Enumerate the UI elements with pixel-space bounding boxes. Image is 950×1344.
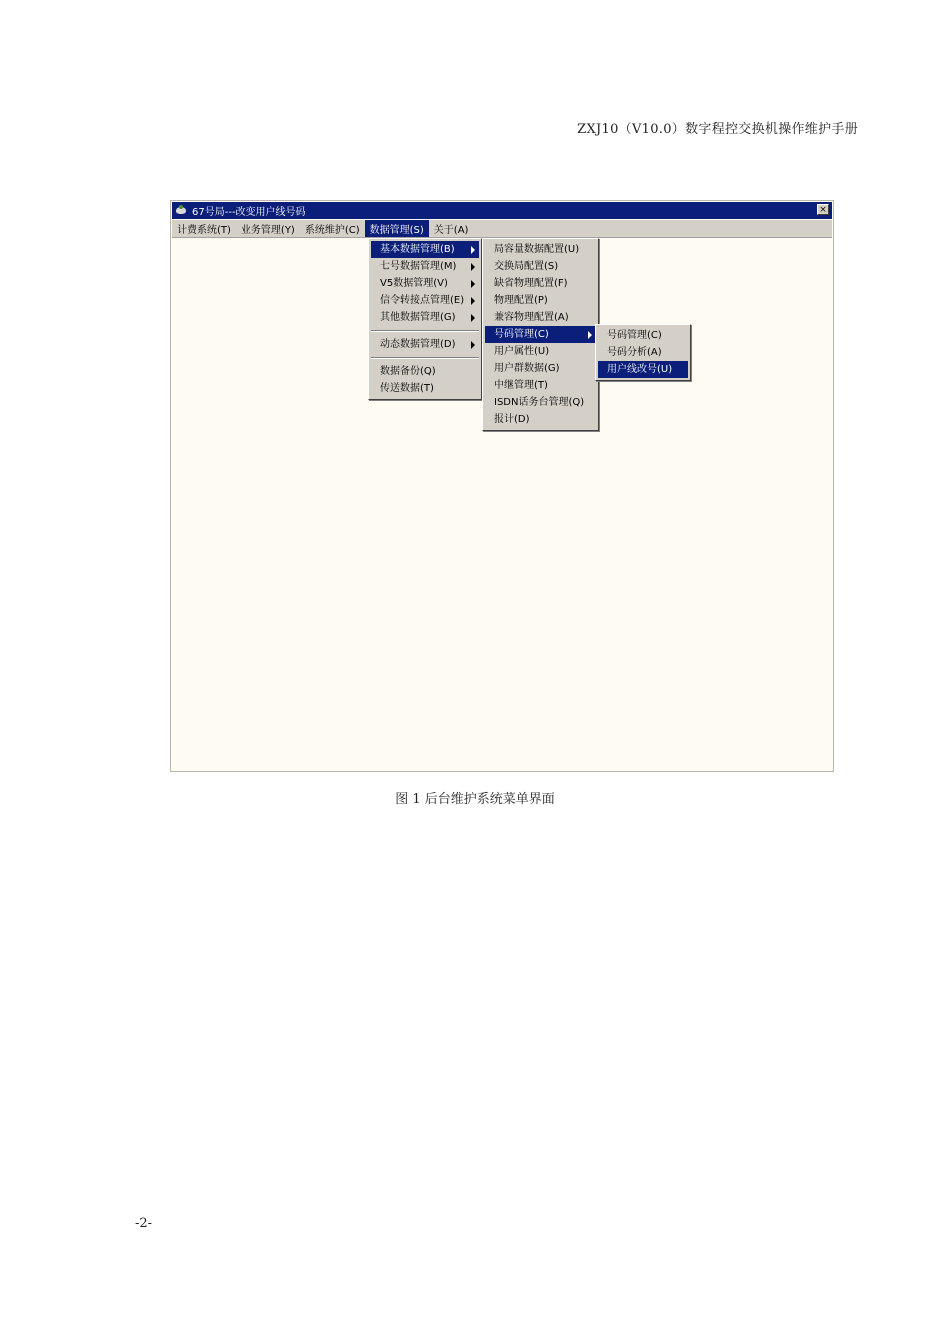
- menu-item-trunk[interactable]: [485, 377, 596, 394]
- menu-item-label: 七号数据管理(M): [380, 261, 457, 272]
- menu-item-label: 信令转接点管理(E): [380, 295, 465, 306]
- menu-item-billing-report[interactable]: [485, 411, 596, 428]
- window-titlebar[interactable]: [172, 202, 832, 219]
- menu-item-stp[interactable]: [371, 292, 479, 309]
- menu-item-no7-data[interactable]: [371, 258, 479, 275]
- submenu-arrow-icon: [471, 280, 475, 288]
- menu-item-line-renumber[interactable]: [598, 361, 688, 378]
- menu-item-label: 用户群数据(G): [494, 363, 560, 374]
- menu-item-default-physical[interactable]: [485, 275, 596, 292]
- menu-item-label: 数据备份(Q): [380, 366, 436, 377]
- menu-item-compatible-physical[interactable]: [485, 309, 596, 326]
- menu-item-label: 物理配置(P): [494, 295, 548, 306]
- menu-item-label: 用户线改号(U): [607, 364, 673, 375]
- menu-item-label: 传送数据(T): [380, 383, 434, 394]
- menu-item-user-group[interactable]: [485, 360, 596, 377]
- number-submenu: [595, 324, 691, 381]
- menu-item-number-analysis[interactable]: [598, 344, 688, 361]
- menubar-item-system[interactable]: 系统维护(C): [304, 225, 360, 236]
- menu-item-label: 缺省物理配置(F): [494, 278, 568, 289]
- menu-item-isdn-console[interactable]: [485, 394, 596, 411]
- menu-item-number-management[interactable]: [485, 326, 596, 343]
- figure-caption: 图 1 后台维护系统菜单界面: [395, 792, 555, 807]
- menu-divider: [371, 357, 479, 359]
- page-number: -2-: [135, 1216, 153, 1231]
- app-icon: [175, 205, 189, 217]
- menu-item-label: 动态数据管理(D): [380, 339, 456, 350]
- menubar-item-billing[interactable]: 计费系统(T): [177, 225, 231, 236]
- menu-item-basic-data[interactable]: [371, 241, 479, 258]
- submenu-arrow-icon: [471, 314, 475, 322]
- menu-item-backup[interactable]: [371, 363, 479, 380]
- menu-item-label: 号码管理(C): [607, 330, 662, 341]
- menu-item-label: 报计(D): [494, 414, 530, 425]
- menubar: [172, 220, 832, 238]
- menu-item-label: 号码分析(A): [607, 347, 662, 358]
- menu-divider: [371, 330, 479, 332]
- menu-item-other-data[interactable]: [371, 309, 479, 326]
- menu-item-v5-data[interactable]: [371, 275, 479, 292]
- menu-item-label: 兼容物理配置(A): [494, 312, 569, 323]
- basic-data-submenu: [482, 238, 599, 431]
- submenu-arrow-icon: [471, 246, 475, 254]
- menubar-item-business[interactable]: 业务管理(Y): [240, 225, 295, 236]
- submenu-arrow-icon: [471, 341, 475, 349]
- menu-item-label: 其他数据管理(G): [380, 312, 456, 323]
- menu-item-label: 用户属性(U): [494, 346, 550, 357]
- close-button[interactable]: ×: [817, 204, 829, 215]
- menu-item-capacity-config[interactable]: [485, 241, 596, 258]
- menu-item-label: V5数据管理(V): [380, 278, 448, 289]
- menu-item-label: 局容量数据配置(U): [494, 244, 580, 255]
- menu-item-label: 基本数据管理(B): [380, 244, 455, 255]
- submenu-arrow-icon: [471, 297, 475, 305]
- menu-item-label: 中继管理(T): [494, 380, 548, 391]
- menu-item-dynamic-data[interactable]: [371, 336, 479, 353]
- menu-item-label: 号码管理(C): [494, 329, 549, 340]
- menubar-item-data[interactable]: 数据管理(S): [365, 220, 429, 237]
- screenshot-window: [170, 200, 834, 772]
- menu-item-physical-config[interactable]: [485, 292, 596, 309]
- menu-item-user-attributes[interactable]: [485, 343, 596, 360]
- menu-item-exchange-config[interactable]: [485, 258, 596, 275]
- menu-item-number-mgmt[interactable]: [598, 327, 688, 344]
- submenu-arrow-icon: [471, 263, 475, 271]
- document-header: ZXJ10（V10.0）数字程控交换机操作维护手册: [577, 122, 858, 137]
- menu-item-label: 交换局配置(S): [494, 261, 559, 272]
- data-menu: [368, 238, 482, 400]
- submenu-arrow-icon: [588, 331, 592, 339]
- menubar-item-about[interactable]: 关于(A): [433, 225, 469, 236]
- menu-item-transfer[interactable]: [371, 380, 479, 397]
- window-title: 67号局---改变用户线号码: [192, 207, 306, 218]
- menu-item-label: ISDN话务台管理(Q): [494, 397, 585, 408]
